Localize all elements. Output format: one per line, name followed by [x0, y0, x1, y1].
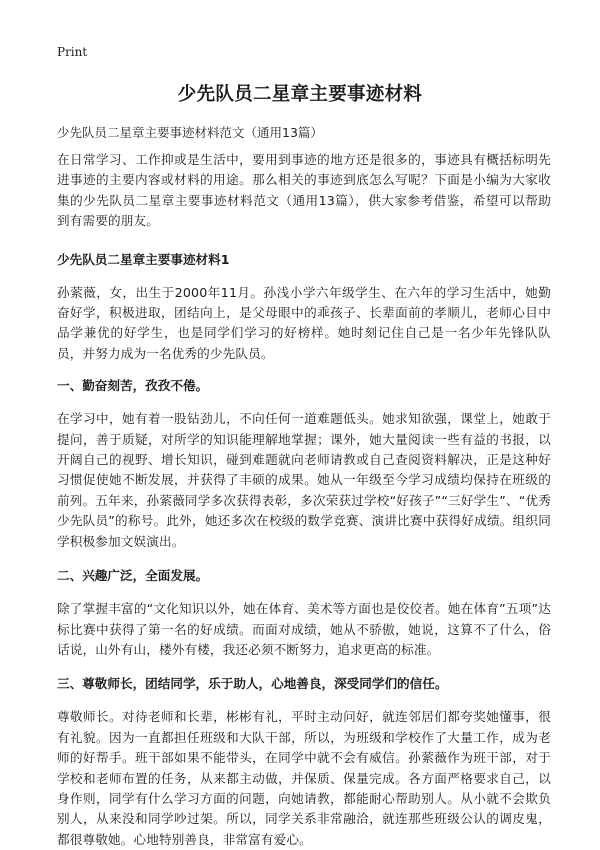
- paragraph-1: 在学习中，她有着一股钻劲儿，不向任何一道难题低头。她求知欲强，课堂上，她敢于提问，善于质疑，对所学的知识能理解地掌握；课外，她大量阅读一些有益的书报，以开阔自己的视野、增长知识，碰到难题就向老师请教或自己查阅资料解决，正是这种好习惯促使她不断发展，并获得了丰硕的成果。她从一年级至今学习成绩均保持在班级的前列。五年来，孙萦薇同学多次获得表彰，多次荣获过学校“好孩子”“三好学生”、“优秀少先队员”的称号。此外，她还多次在校级的数学竞赛、演讲比赛中获得好成绩。组织同学积极参加文娱演出。: [57, 411, 551, 549]
- section-heading: 少先队员二星章主要事迹材料1: [57, 251, 230, 267]
- print-link[interactable]: Print: [57, 45, 88, 59]
- profile-paragraph: 孙萦薇，女，出生于2000年11月。孙浅小学六年级学生、在六年的学习生活中，她勤奋好学，积极进取，团结向上，是父母眼中的乖孩子、长辈面前的孝顺儿，老师心目中品学兼优的好学生，也是同学们学习的好榜样。她时刻记住自己是一名少年先锋队队员，并努力成为一名优秀的少先队员。: [57, 284, 551, 361]
- intro-paragraph: 在日常学习、工作抑或是生活中，要用到事迹的地方还是很多的，事迹具有概括标明先进事迹的主要内容或材料的用途。那么相关的事迹到底怎么写呢？下面是小编为大家收集的少先队员二星章主要事迹材料范文（通用13篇），供大家参考借鉴，希望可以帮助到有需要的朋友。: [57, 152, 551, 229]
- document-subtitle: 少先队员二星章主要事迹材料范文（通用13篇）: [57, 125, 323, 140]
- subheading-1: 一、勤奋刻苦，孜孜不倦。: [57, 378, 209, 394]
- document-body: [57, 150, 551, 850]
- paragraph-3: 尊敬师长。对待老师和长辈，彬彬有礼，平时主动问好，就连邻居们都夸奖她懂事，很有礼貌。因为一直都担任班级和大队干部，所以，为班级和学校作了大量工作，成为老师的好帮手。班干部如果不能带头，在同学中就不会有威信。孙萦薇作为班干部，对于学校和老师布置的任务，从来都主动做，并保质、保量完成。各方面严格要求自己，以身作则，同学有什么学习方面的问题，向她请教，都能耐心帮助别人。从小就不会欺负别人，从来没和同学吵过架。所以，同学关系非常融洽，就连那些班级公认的调皮鬼，都很尊敬她。心地特别善良，非常富有爱心。: [57, 709, 551, 847]
- paragraph-2: 除了掌握丰富的“文化知识以外，她在体育、美术等方面也是佼佼者。她在体育”五项”达标比赛中获得了第一名的好成绩。而面对成绩，她从不骄傲，她说，这算不了什么，俗话说，山外有山，楼外有楼，我还必须不断努力，追求更高的标准。: [57, 601, 551, 657]
- subheading-2: 二、兴趣广泛，全面发展。: [57, 568, 209, 584]
- document-title: 少先队员二星章主要事迹材料: [177, 84, 423, 105]
- subheading-3: 三、尊敬师长，团结同学，乐于助人，心地善良，深受同学们的信任。: [57, 676, 448, 692]
